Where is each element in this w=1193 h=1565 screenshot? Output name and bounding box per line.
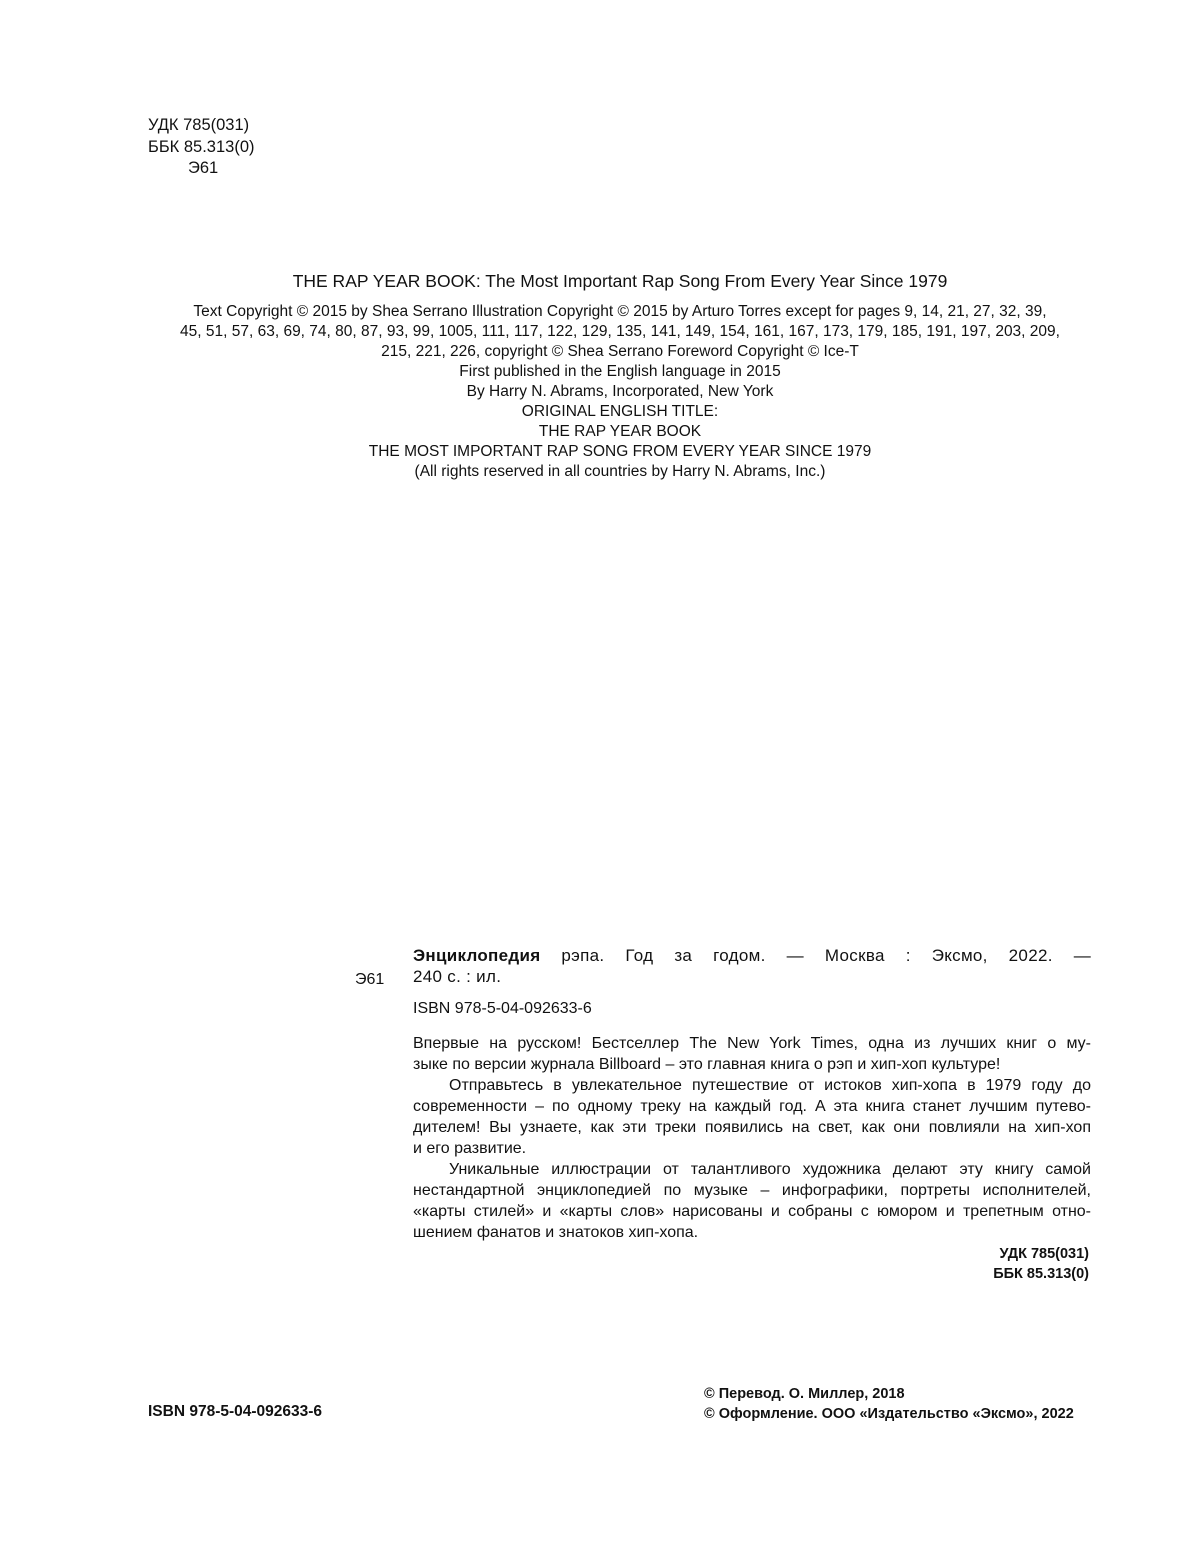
annotation-line: «карты стилей» и «карты слов» нарисованы и собраны с юмором и трепетным отно-: [413, 1203, 1091, 1220]
bibliographic-entry: [413, 945, 1091, 1243]
classification-codes: [148, 115, 255, 180]
copyright-line: ORIGINAL ENGLISH TITLE:: [521, 403, 719, 420]
annotation-line: нестандартной энциклопедией по музыке – инфографики, портреты исполнителей,: [413, 1182, 1091, 1199]
copyright-line: THE MOST IMPORTANT RAP SONG FROM EVERY YEAR SINCE 1979: [368, 443, 872, 460]
annotation-line: шением фанатов и знатоков хип-хопа.: [413, 1224, 699, 1241]
bbk-code: ББК 85.313(0): [148, 137, 255, 156]
entry-imprint: рэпа. Год за годом. — Москва : Эксмо, 2022. —: [540, 946, 1091, 965]
copyright-line: Text Copyright © 2015 by Shea Serrano Illustration Copyright © 2015 by Arturo Torres except for pages 9, 14, 21, 27, 32, 39,: [193, 303, 1047, 320]
footer-copyrights: [704, 1385, 1074, 1424]
annotation-line: современности – по одному треку на каждый год. А эта книга станет лучшим путево-: [413, 1098, 1091, 1115]
copyright-line: 215, 221, 226, copyright © Shea Serrano Foreword Copyright © Ice-T: [381, 343, 859, 360]
annotation-line: зыке по версии журнала Billboard – это главная книга о рэп и хип-хоп культуре!: [413, 1056, 1001, 1073]
annotation-paragraph: [413, 1075, 1091, 1159]
author-mark: Э61: [188, 159, 219, 177]
annotation-line: Уникальные иллюстрации от талантливого художника делают эту книгу самой: [449, 1161, 1091, 1178]
copyright-line: By Harry N. Abrams, Incorporated, New York: [466, 383, 774, 400]
translation-copyright: © Перевод. О. Миллер, 2018: [704, 1386, 905, 1402]
annotation-line: и его развитие.: [413, 1140, 527, 1157]
copyright-block: [130, 270, 1110, 482]
original-title-line: THE RAP YEAR BOOK: The Most Important Rap Song From Every Year Since 1979: [292, 271, 948, 291]
udk-code: УДК 785(031): [999, 1246, 1089, 1262]
udk-code: УДК 785(031): [148, 116, 250, 134]
design-copyright: © Оформление. ООО «Издательство «Эксмо», 2022: [704, 1405, 1074, 1422]
annotation-line: Отправьтесь в увлекательное путешествие от истоков хип-хопа в 1979 году до: [449, 1077, 1091, 1094]
biblio-classification-codes: [993, 1245, 1089, 1284]
copyright-line: (All rights reserved in all countries by Harry N. Abrams, Inc.): [414, 463, 826, 480]
annotation-line: дителем! Вы узнаете, как эти треки появились на свет, как они повлияли на хип-хоп: [413, 1119, 1091, 1136]
footer-isbn: ISBN 978-5-04-092633-6: [148, 1403, 323, 1420]
copyright-line: THE RAP YEAR BOOK: [538, 423, 702, 440]
entry-isbn: ISBN 978-5-04-092633-6: [413, 1000, 592, 1017]
biblio-author-mark: Э61: [355, 971, 385, 988]
annotation-paragraph: [413, 1159, 1091, 1243]
entry-line-2: 240 с. : ил.: [413, 967, 502, 986]
annotation-line: Впервые на русском! Бестселлер The New York Times, одна из лучших книг о му-: [413, 1035, 1091, 1052]
entry-line: [413, 945, 1091, 966]
bbk-code: ББК 85.313(0): [993, 1265, 1089, 1282]
annotation-paragraph: [413, 1033, 1091, 1075]
copyright-line: First published in the English language in 2015: [459, 363, 781, 380]
copyright-line: 45, 51, 57, 63, 69, 74, 80, 87, 93, 99, 1005, 111, 117, 122, 129, 135, 141, 149, 154, 161, 167, 173, 179, 185, 191, 197, 203, 209,: [180, 323, 1060, 340]
entry-title: Энциклопедия: [413, 946, 541, 965]
